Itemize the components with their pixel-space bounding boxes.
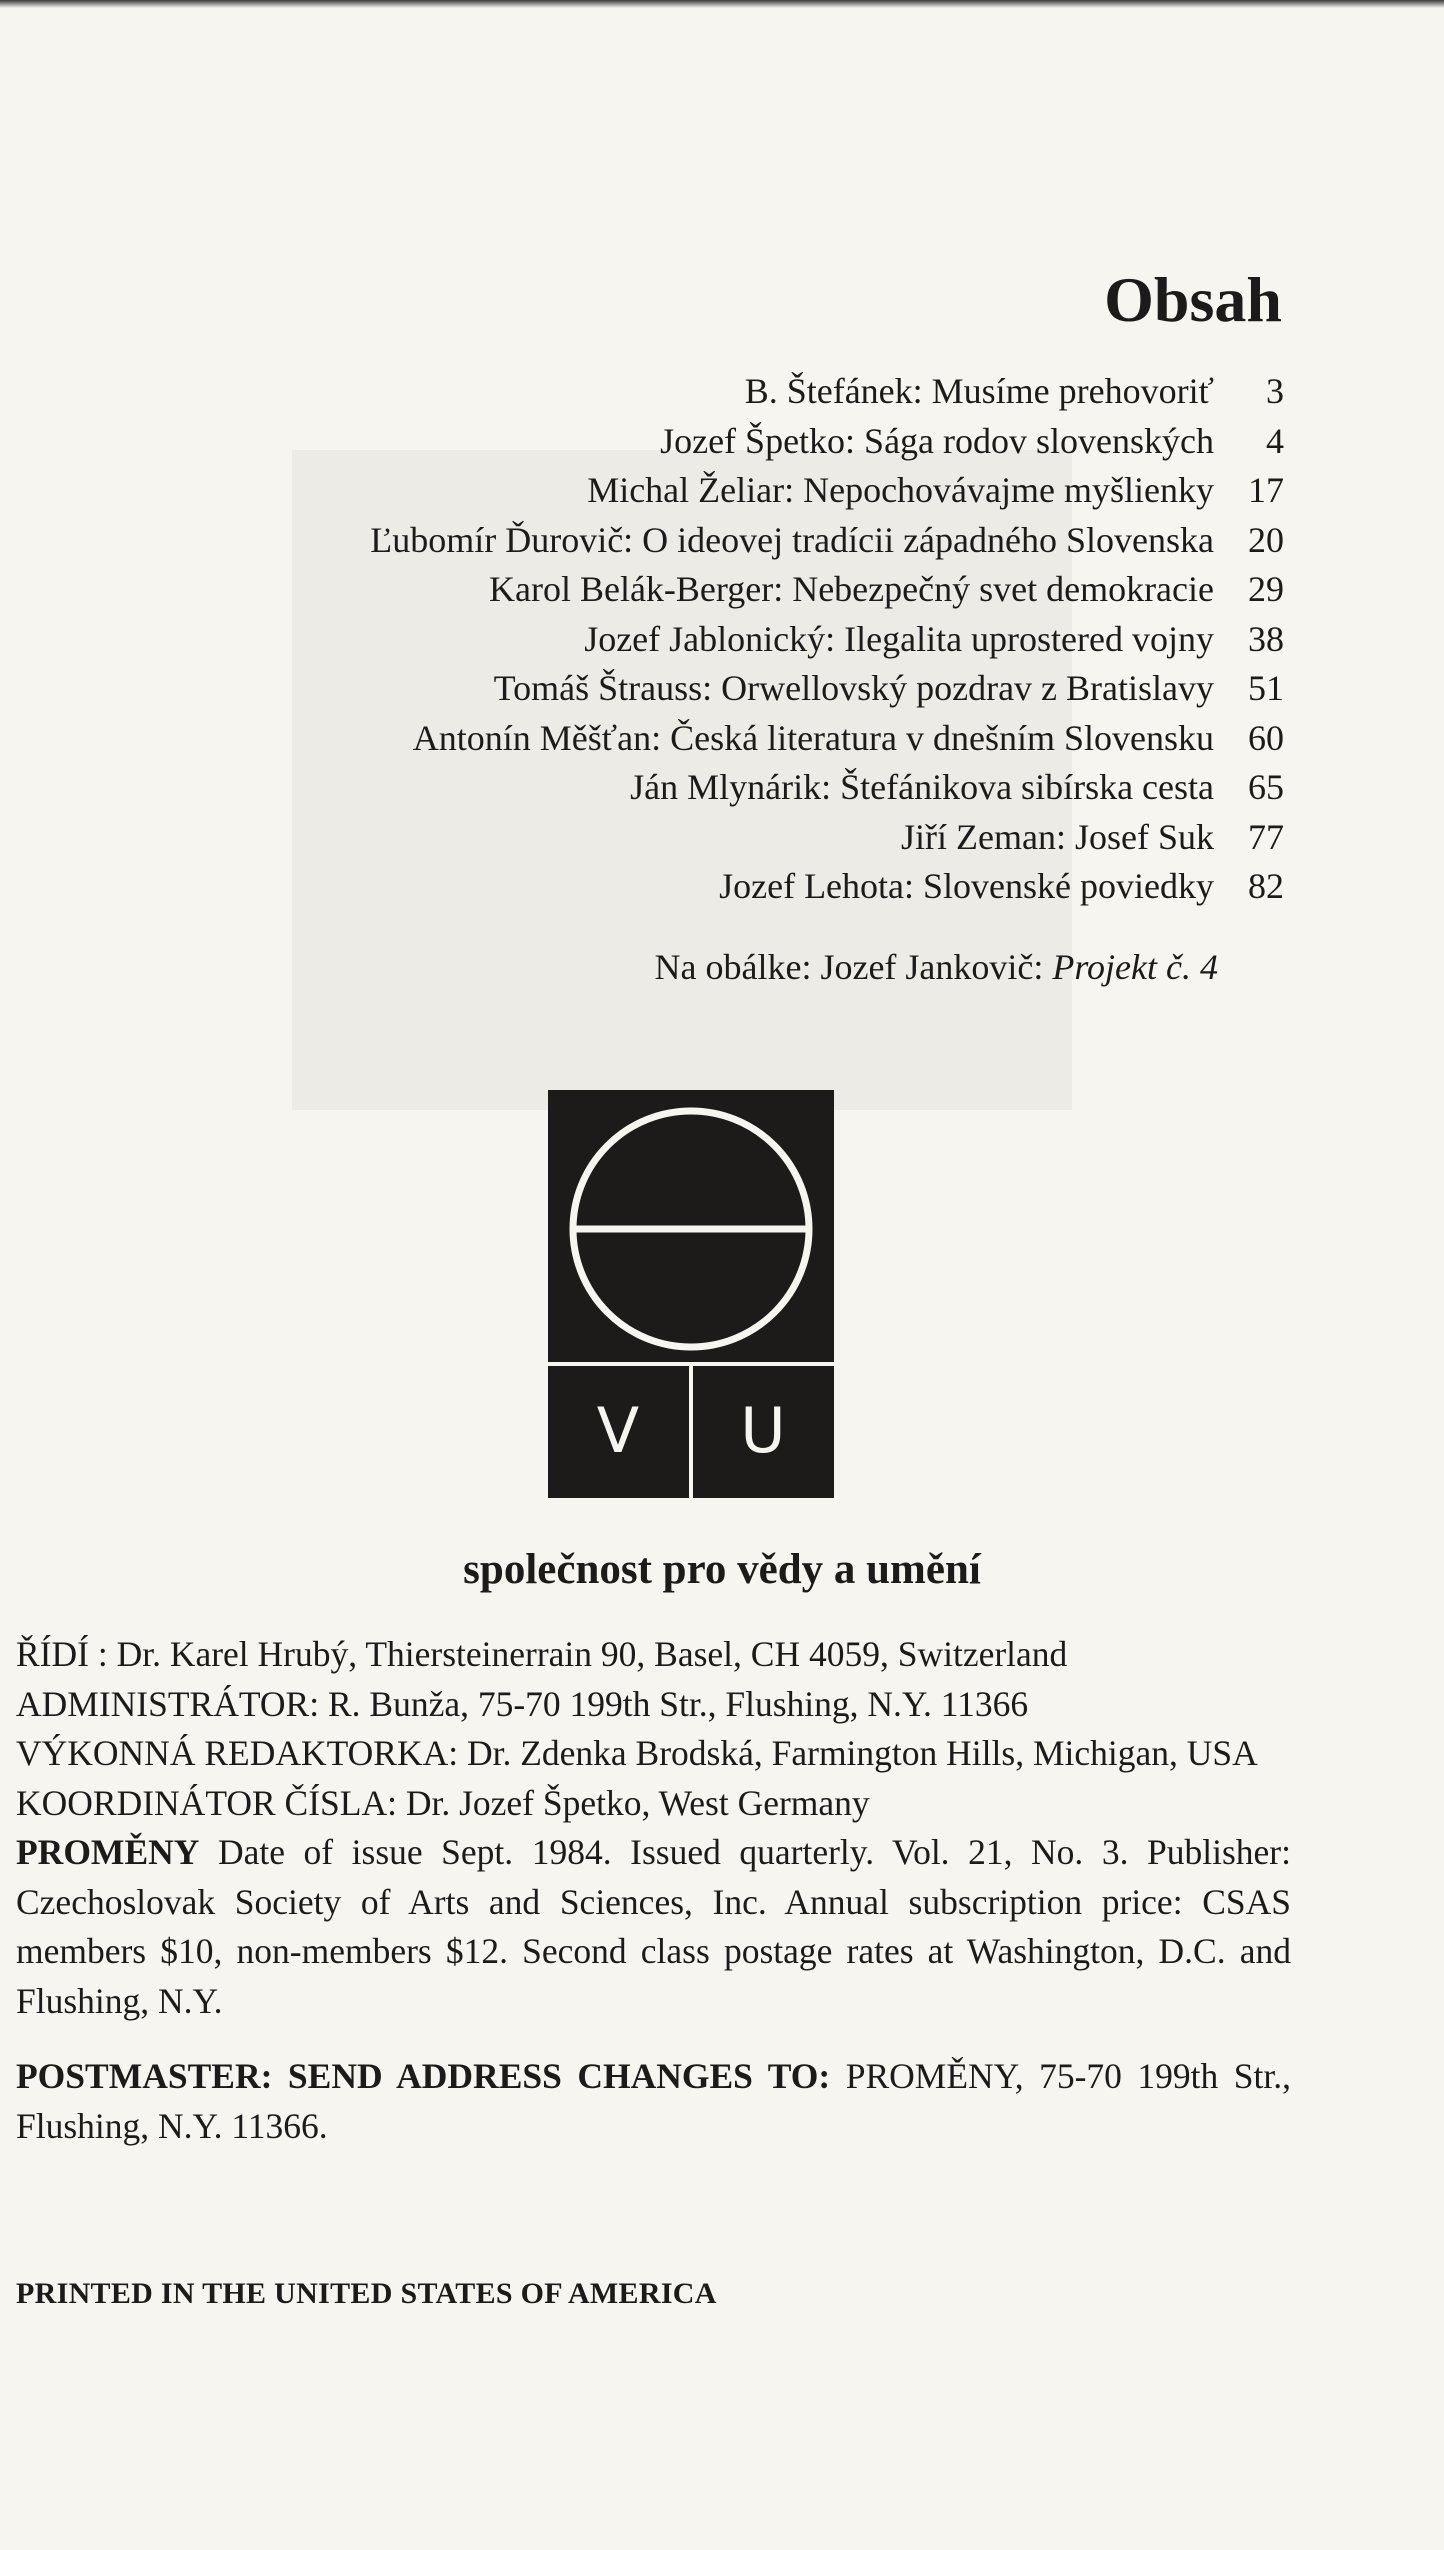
toc-entry-text: Karol Belák-Berger: Nebezpečný svet demokracie — [488, 569, 1214, 609]
masthead-administrator: ADMINISTRÁTOR: R. Bunža, 75-70 199th Str., Flushing, N.Y. 11366 — [16, 1683, 1029, 1724]
toc-entry-page: 3 — [1266, 371, 1284, 411]
table-of-contents — [370, 370, 1284, 915]
toc-entry — [370, 370, 1284, 420]
toc-entry — [370, 618, 1284, 668]
publication-name: PROMĚNY — [16, 1832, 200, 1872]
toc-entry-page: 4 — [1266, 420, 1284, 461]
publication-statement — [16, 1828, 1291, 2026]
toc-entry-page: 65 — [1248, 767, 1284, 807]
svu-logo — [548, 1090, 834, 1498]
toc-entry-page: 77 — [1248, 816, 1284, 857]
toc-entry-page: 20 — [1248, 519, 1284, 560]
toc-entry-text: B. Štefánek: Musíme prehovoriť — [744, 371, 1214, 411]
toc-entry-page: 82 — [1248, 866, 1284, 906]
cover-note-prefix: Na obálke: Jozef Jankovič: — [654, 947, 1053, 987]
toc-entry-text: Michal Želiar: Nepochovávajme myšlienky — [587, 470, 1214, 510]
toc-entry-page: 17 — [1248, 470, 1284, 510]
toc-entry — [370, 766, 1284, 816]
postmaster-notice — [16, 2052, 1291, 2151]
toc-entry-text: Tomáš Štrauss: Orwellovský pozdrav z Bratislavy — [493, 668, 1214, 708]
toc-entry — [370, 568, 1284, 618]
logo-letter-u: U — [740, 1394, 786, 1467]
toc-entry-text: Jozef Lehota: Slovenské poviedky — [719, 866, 1214, 906]
postmaster-label: POSTMASTER: SEND ADDRESS CHANGES TO: — [16, 2056, 831, 2096]
masthead-ridi: ŘÍDÍ : Dr. Karel Hrubý, Thiersteinerrain 90, Basel, CH 4059, Switzerland — [16, 1634, 1068, 1674]
toc-entry-text: Antonín Měšťan: Česká literatura v dnešním Slovensku — [412, 717, 1214, 758]
toc-entry — [370, 717, 1284, 767]
toc-entry-text: Ľubomír Ďurovič: O ideovej tradícii západného Slovenska — [370, 519, 1214, 560]
toc-title: Obsah — [1104, 264, 1282, 335]
page-top-edge — [0, 0, 1444, 8]
logo-letter-v: V — [596, 1394, 640, 1467]
masthead-redaktorka: VÝKONNÁ REDAKTORKA: Dr. Zdenka Brodská, Farmington Hills, Michigan, USA — [16, 1733, 1258, 1773]
toc-entry-text: Jozef Špetko: Sága rodov slovenských — [660, 420, 1214, 461]
masthead — [16, 1630, 1291, 2151]
society-name: společnost pro vědy a umění — [463, 1546, 981, 1593]
cover-note — [655, 946, 1218, 988]
publication-info: Date of issue Sept. 1984. Issued quarterly. Vol. 21, No. 3. Publisher: Czechoslovak Society of Arts and Sciences, Inc. Annual subscription price: CSAS members $10, non-members $12. Second class postage rates at Washington, D.C. and Flushing, N.Y. — [16, 1832, 1291, 2021]
toc-entry — [370, 865, 1284, 915]
toc-entry-page: 51 — [1248, 668, 1284, 708]
toc-entry-text: Jozef Jablonický: Ilegalita uprostered vojny — [584, 618, 1214, 659]
toc-entry-page: 38 — [1248, 618, 1284, 659]
toc-entry-text: Jiří Zeman: Josef Suk — [901, 816, 1214, 857]
toc-entry — [370, 519, 1284, 569]
toc-entry — [370, 816, 1284, 866]
printed-notice: PRINTED IN THE UNITED STATES OF AMERICA — [16, 2277, 717, 2310]
toc-entry — [370, 469, 1284, 519]
masthead-koordinator: KOORDINÁTOR ČÍSLA: Dr. Jozef Špetko, West Germany — [16, 1782, 870, 1823]
toc-entry-text: Ján Mlynárik: Štefánikova sibírska cesta — [630, 767, 1214, 807]
toc-entry-page: 29 — [1248, 569, 1284, 609]
toc-entry — [370, 667, 1284, 717]
postmaster-address: PROMĚNY, 75-70 199th Str., Flushing, N.Y. 11366. — [16, 2056, 1291, 2146]
toc-entry-page: 60 — [1248, 717, 1284, 758]
cover-note-work: Projekt č. 4 — [1052, 947, 1218, 987]
toc-entry — [370, 420, 1284, 470]
